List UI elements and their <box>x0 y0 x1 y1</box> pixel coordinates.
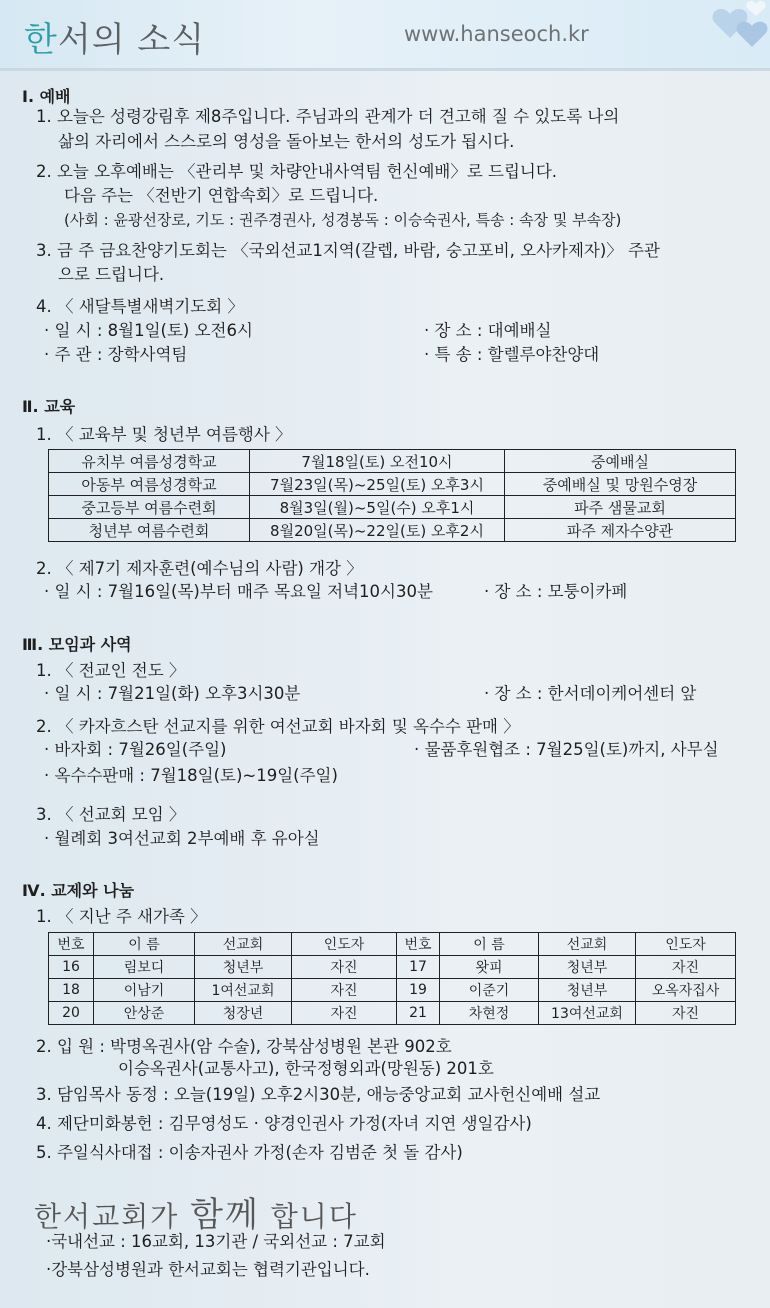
section-heading-fellowship: Ⅳ. 교제와 나눔 <box>22 881 135 900</box>
event-date: 8월3일(월)~5일(수) 오후1시 <box>250 496 505 519</box>
member-name: 차현정 <box>440 1002 539 1025</box>
event-date: 7월23일(목)~25일(토) 오후3시 <box>250 473 505 496</box>
bazaar-date: · 바자회 : 7월26일(주일) <box>44 740 227 759</box>
section-heading-ministry: Ⅲ. 모임과 사역 <box>22 635 132 654</box>
member-guide: 자진 <box>292 1002 397 1025</box>
worship-item-3-line1: 3. 금 주 금요찬양기도회는 〈국외선교1지역(갈렙, 바람, 숭고포비, 오사카제자)〉 주관 <box>36 241 660 260</box>
column-header: 이 름 <box>440 933 539 956</box>
dawn-prayer-place: · 장 소 : 대예배실 <box>424 321 552 340</box>
member-guide: 오옥자집사 <box>636 979 736 1002</box>
member-name: 이남기 <box>94 979 195 1002</box>
slogan-part: 합니다 <box>259 1200 358 1233</box>
member-group: 13여선교회 <box>539 1002 636 1025</box>
event-place: 중예배실 및 망원수영장 <box>505 473 736 496</box>
table-header-row <box>49 933 736 956</box>
title-rest: 서의 소식 <box>57 20 206 60</box>
church-slogan <box>34 1187 358 1236</box>
table-row <box>49 979 736 1002</box>
column-header: 선교회 <box>195 933 292 956</box>
member-name: 림보디 <box>94 956 195 979</box>
mission-summary: ·국내선교 : 16교회, 13기관 / 국외선교 : 7교회 <box>46 1232 386 1251</box>
dawn-prayer-date: · 일 시 : 8월1일(토) 오전6시 <box>44 321 253 340</box>
event-name: 유치부 여름성경학교 <box>49 450 250 473</box>
table-row <box>49 956 736 979</box>
member-guide: 자진 <box>636 1002 736 1025</box>
table-row <box>49 450 736 473</box>
column-header: 인도자 <box>292 933 397 956</box>
worship-item-1-line1: 1. 오늘은 성령강림후 제8주입니다. 주님과의 관계가 더 견고해 질 수 있도록 나의 <box>36 107 620 126</box>
column-header: 선교회 <box>539 933 636 956</box>
website-url[interactable]: www.hanseoch.kr <box>404 22 589 46</box>
slogan-emphasis: 함께 <box>190 1195 260 1235</box>
event-date: 7월18일(토) 오전10시 <box>250 450 505 473</box>
table-row <box>49 519 736 542</box>
table-row <box>49 473 736 496</box>
table-row <box>49 1002 736 1025</box>
pastor-schedule: 3. 담임목사 동정 : 오늘(19일) 오후2시30분, 애능중앙교회 교사헌신예배 설교 <box>36 1085 601 1104</box>
member-name: 안상준 <box>94 1002 195 1025</box>
member-guide: 자진 <box>292 979 397 1002</box>
member-number: 18 <box>49 979 94 1002</box>
donation-request: · 물품후원협조 : 7월25일(토)까지, 사무실 <box>414 740 719 759</box>
newsletter-title <box>24 12 205 61</box>
member-number: 20 <box>49 1002 94 1025</box>
dawn-prayer-special-song: · 특 송 : 할렐루야찬양대 <box>424 345 600 364</box>
worship-item-3-line2: 으로 드립니다. <box>58 265 165 284</box>
member-guide: 자진 <box>636 956 736 979</box>
member-number: 21 <box>397 1002 440 1025</box>
hospitalized-line1: 2. 입 원 : 박명옥권사(암 수술), 강북삼성병원 본관 902호 <box>36 1037 452 1056</box>
mission-meeting-detail: · 월례회 3여선교회 2부예배 후 유아실 <box>44 829 320 848</box>
ministry-item-3-title: 3. 〈 선교회 모임 〉 <box>36 805 186 824</box>
worship-item-4-title: 4. 〈 새달특별새벽기도회 〉 <box>36 297 244 316</box>
header-divider <box>0 68 770 71</box>
event-name: 아동부 여름성경학교 <box>49 473 250 496</box>
ministry-item-1-title: 1. 〈 전교인 전도 〉 <box>36 661 186 680</box>
worship-item-2-line1: 2. 오늘 오후예배는 〈관리부 및 차량안내사역팀 헌신예배〉로 드립니다. <box>36 162 558 181</box>
member-number: 16 <box>49 956 94 979</box>
member-group: 청년부 <box>195 956 292 979</box>
event-place: 파주 샘물교회 <box>505 496 736 519</box>
worship-item-2-line3: (사회 : 윤광선장로, 기도 : 권주경권사, 성경봉독 : 이승숙권사, 특송 : 속장 및 부속장) <box>64 211 622 229</box>
member-group: 청장년 <box>195 1002 292 1025</box>
member-number: 17 <box>397 956 440 979</box>
event-date: 8월20일(목)~22일(토) 오후2시 <box>250 519 505 542</box>
partner-hospital-note: ·강북삼성병원과 한서교회는 협력기관입니다. <box>46 1260 370 1279</box>
evangelism-date: · 일 시 : 7월21일(화) 오후3시30분 <box>44 684 301 703</box>
member-name: 이준기 <box>440 979 539 1002</box>
education-item-2-title: 2. 〈 제7기 제자훈련(예수님의 사람) 개강 〉 <box>36 559 363 578</box>
dawn-prayer-host: · 주 관 : 장학사역팀 <box>44 345 188 364</box>
section-heading-education: Ⅱ. 교육 <box>22 397 76 416</box>
column-header: 번호 <box>397 933 440 956</box>
section-heading-worship: Ⅰ. 예배 <box>22 87 71 106</box>
evangelism-place: · 장 소 : 한서데이케어센터 앞 <box>484 684 697 703</box>
column-header: 이 름 <box>94 933 195 956</box>
header-banner <box>0 0 770 68</box>
education-item-1-title: 1. 〈 교육부 및 청년부 여름행사 〉 <box>36 425 292 444</box>
hearts-decoration <box>660 0 770 68</box>
column-header: 인도자 <box>636 933 736 956</box>
event-name: 중고등부 여름수련회 <box>49 496 250 519</box>
member-number: 19 <box>397 979 440 1002</box>
member-group: 청년부 <box>539 979 636 1002</box>
ministry-item-2-title: 2. 〈 카자흐스탄 선교지를 위한 여선교회 바자회 및 옥수수 판매 〉 <box>36 717 520 736</box>
discipleship-place: · 장 소 : 모퉁이카페 <box>484 582 628 601</box>
event-place: 중예배실 <box>505 450 736 473</box>
table-row <box>49 496 736 519</box>
event-place: 파주 제자수양관 <box>505 519 736 542</box>
summer-events-table <box>48 449 736 542</box>
worship-item-2-line2: 다음 주는 〈전반기 연합속회〉로 드립니다. <box>64 186 379 205</box>
slogan-part: 한서교회가 <box>34 1200 191 1233</box>
hospitalized-line2: 이승옥권사(교통사고), 한국정형외과(망원동) 201호 <box>118 1059 494 1078</box>
sunday-meal-host: 5. 주일식사대접 : 이송자권사 가정(손자 김범준 첫 돌 감사) <box>36 1143 463 1162</box>
event-name: 청년부 여름수련회 <box>49 519 250 542</box>
member-group: 1여선교회 <box>195 979 292 1002</box>
column-header: 번호 <box>49 933 94 956</box>
altar-flowers: 4. 제단미화봉헌 : 김무영성도 · 양경인권사 가정(자녀 지연 생일감사) <box>36 1114 532 1133</box>
member-guide: 자진 <box>292 956 397 979</box>
fellowship-item-1-title: 1. 〈 지난 주 새가족 〉 <box>36 907 207 926</box>
member-name: 왓피 <box>440 956 539 979</box>
discipleship-date: · 일 시 : 7월16일(목)부터 매주 목요일 저녁10시30분 <box>44 582 433 601</box>
corn-sale-date: · 옥수수판매 : 7월18일(토)~19일(주일) <box>44 766 338 785</box>
title-accent: 한 <box>24 20 58 60</box>
new-members-table <box>48 932 736 1025</box>
member-group: 청년부 <box>539 956 636 979</box>
worship-item-1-line2: 삶의 자리에서 스스로의 영성을 돌아보는 한서의 성도가 됩시다. <box>58 132 515 151</box>
